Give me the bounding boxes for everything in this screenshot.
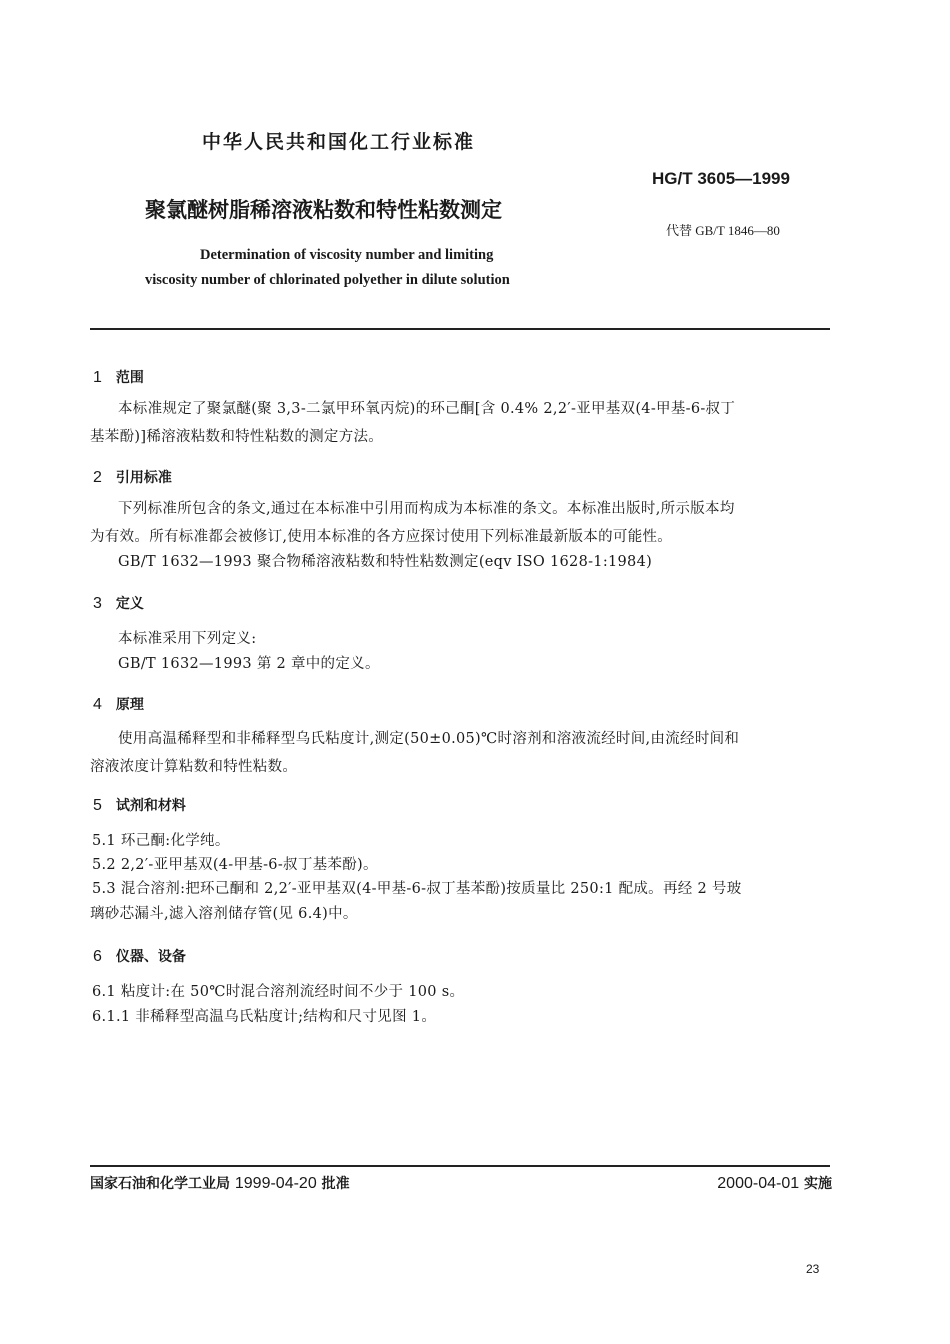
document-title-en-line1: Determination of viscosity number and limiting	[200, 247, 494, 263]
approval-date: 1999-04-20	[234, 1175, 317, 1192]
replaces-standard: 代替 GB/T 1846—80	[666, 223, 780, 238]
approver: 国家石油和化学工业局	[90, 1176, 230, 1192]
section-title: 定义	[115, 596, 144, 612]
section-title: 引用标准	[115, 470, 172, 486]
page-number: 23	[806, 1262, 820, 1276]
footer-divider	[90, 1165, 830, 1167]
clause-5-3-cont: 璃砂芯漏斗,滤入溶剂储存管(见 6.4)中。	[90, 906, 358, 922]
section-number: 3	[93, 595, 102, 612]
clause-6-1: 6.1 粘度计:在 50℃时混合溶剂流经时间不少于 100 s。	[92, 984, 465, 1000]
effective-label: 实施	[804, 1176, 832, 1192]
section-6-heading	[93, 949, 186, 965]
section-number: 2	[93, 469, 102, 486]
section-1-text: 基苯酚)]稀溶液粘数和特性粘数的测定方法。	[90, 429, 384, 445]
section-number: 4	[93, 696, 102, 713]
section-4-text: 溶液浓度计算粘数和特性粘数。	[90, 759, 298, 775]
normative-reference: GB/T 1632—1993 聚合物稀溶液粘数和特性粘数测定(eqv ISO 1628-1:1984)	[118, 554, 653, 570]
section-number: 1	[93, 369, 102, 386]
section-3-text: GB/T 1632—1993 第 2 章中的定义。	[118, 656, 380, 672]
section-1-text: 本标准规定了聚氯醚(聚 3,3-二氯甲环氧丙烷)的环己酮[含 0.4% 2,2′-亚甲基双(4-甲基-6-叔丁	[118, 401, 736, 417]
approval-line	[90, 1176, 350, 1192]
section-number: 6	[93, 948, 102, 965]
clause-5-2: 5.2 2,2′-亚甲基双(4-甲基-6-叔丁基苯酚)。	[92, 857, 378, 873]
effective-line	[717, 1176, 832, 1192]
section-2-heading	[93, 470, 172, 486]
clause-5-1: 5.1 环己酮:化学纯。	[92, 833, 230, 849]
document-title-en-line2: viscosity number of chlorinated polyether in dilute solution	[145, 272, 510, 288]
national-standard-heading: 中华人民共和国化工行业标准	[202, 131, 476, 153]
standard-code: HG/T 3605—1999	[652, 169, 790, 188]
section-number: 5	[93, 797, 102, 814]
section-4-text: 使用高温稀释型和非稀释型乌氏粘度计,测定(50±0.05)℃时溶剂和溶液流经时间,由流经时间和	[118, 731, 740, 747]
section-2-text: 为有效。所有标准都会被修订,使用本标准的各方应探讨使用下列标准最新版本的可能性。	[90, 529, 673, 545]
clause-6-1-1: 6.1.1 非稀释型高温乌氏粘度计;结构和尺寸见图 1。	[92, 1009, 437, 1025]
section-1-heading	[93, 370, 144, 386]
section-4-heading	[93, 697, 144, 713]
section-5-heading	[93, 798, 186, 814]
header-divider	[90, 328, 830, 330]
approval-label: 批准	[321, 1176, 350, 1192]
document-title-cn: 聚氯醚树脂稀溶液粘数和特性粘数测定	[145, 198, 502, 222]
section-title: 仪器、设备	[115, 949, 186, 965]
section-title: 原理	[115, 697, 144, 713]
section-3-heading	[93, 596, 144, 612]
section-3-text: 本标准采用下列定义:	[118, 631, 257, 647]
clause-5-3: 5.3 混合溶剂:把环己酮和 2,2′-亚甲基双(4-甲基-6-叔丁基苯酚)按质量比 250:1 配成。再经 2 号玻	[92, 881, 742, 897]
section-title: 试剂和材料	[115, 798, 186, 814]
effective-date: 2000-04-01	[717, 1175, 800, 1192]
section-2-text: 下列标准所包含的条文,通过在本标准中引用而构成为本标准的条文。本标准出版时,所示版本均	[118, 501, 735, 517]
section-title: 范围	[115, 370, 144, 386]
